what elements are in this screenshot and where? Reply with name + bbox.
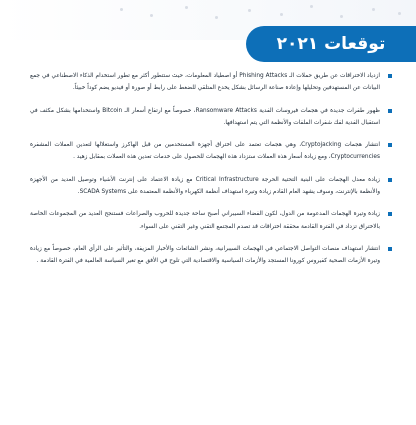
decor-dot xyxy=(185,6,188,9)
decor-dot xyxy=(310,5,313,8)
list-item xyxy=(30,105,392,130)
title-banner xyxy=(246,26,416,62)
predictions-list xyxy=(30,70,392,278)
bullet-square-icon xyxy=(388,143,392,147)
bullet-square-icon xyxy=(388,74,392,78)
decor-dot xyxy=(150,14,153,17)
page-title: توقعات ٢٠٢١ xyxy=(276,34,386,54)
bullet-square-icon xyxy=(388,178,392,182)
decor-dot xyxy=(372,8,375,11)
list-item xyxy=(30,70,392,95)
list-item xyxy=(30,174,392,199)
list-item xyxy=(30,208,392,233)
item-text: زيادة معدل الهجمات على البنية التحتية الحرجة Critical Infrastructure مع زيادة الاعتماد على إنترنت الأشياء وتوصيل العديد من الأجهزة والأنظمة بالإنترنت، وسوف يشهد العام القادم زيادة وتيرة استهداف أنظمة الكهرباء والأنظمة المعتمدة على SCADA Systems. xyxy=(30,176,380,196)
decor-dot xyxy=(215,16,218,19)
item-text: انتشار هجمات Cryptojacking، وهي هجمات تعتمد على اختراق أجهزة المستخدمين من قبل الهاكرز واستغلالها لتعدين العملات المشفرة Cryptocurrencies، ومع زيادة أسعار هذه العملات ستزداد هذه الهجمات للحصول على خدمات تعدين هذه العملات بمقابل زهيد . xyxy=(30,142,380,161)
item-text: انتشار استهداف منصات التواصل الاجتماعي في الهجمات السيبرانية، ونشر الشائعات والأخبار المزيفة، والتأثير على الرأي العام، خصوصاً مع زيادة وتيرة الأزمات الصحية كفيروس كورونا المستجد والأزمات السياسية والاقتصادية التي تلوح في الأفق مع تغير السياسة العالمية في الفترة القادمة . xyxy=(30,245,380,265)
decor-dot xyxy=(248,9,251,12)
bullet-square-icon xyxy=(388,109,392,113)
decor-dot xyxy=(120,8,123,11)
bullet-square-icon xyxy=(388,212,392,216)
item-text: ازدياد الاختراقات عن طريق حملات الـ Phishing Attacks أو اصطياد المعلومات، حيث ستتطور أكثر مع تطور استخدام الذكاء الاصطناعي في جمع البيانات عن المستهدفين وتحليلها وإعادة صناعة الرسائل بشكل يخدع المتلقي للضغط على رابط أو صورة أو فيديو يضم كوداً خبيثاً. xyxy=(30,73,380,92)
list-item xyxy=(30,243,392,268)
bullet-square-icon xyxy=(388,247,392,251)
item-text: ظهور طفرات جديدة في هجمات فيروسات الفدية Ransomware Attacks، خصوصاً مع ارتفاع أسعار الـ Bitcoin واستخدامها بشكل مكثف في استقبال الفدية لفك شفرات الملفات والأنظمة التي يتم استهدافها. xyxy=(30,107,380,126)
decor-dot xyxy=(398,12,401,15)
list-item xyxy=(30,139,392,164)
decor-dot xyxy=(280,13,283,16)
item-text: زيادة وتيرة الهجمات المدعومة من الدول، لكون الفضاء السيبراني أصبح ساحة جديدة للحروب والصراعات فستنجح العديد من المجموعات الخاصة بالاختراق تزداد في الفترة القادمة محققة اختراقات قد تصدم المجتمع التقني وغير التقني على السواء. xyxy=(30,211,380,230)
decor-dot xyxy=(340,15,343,18)
